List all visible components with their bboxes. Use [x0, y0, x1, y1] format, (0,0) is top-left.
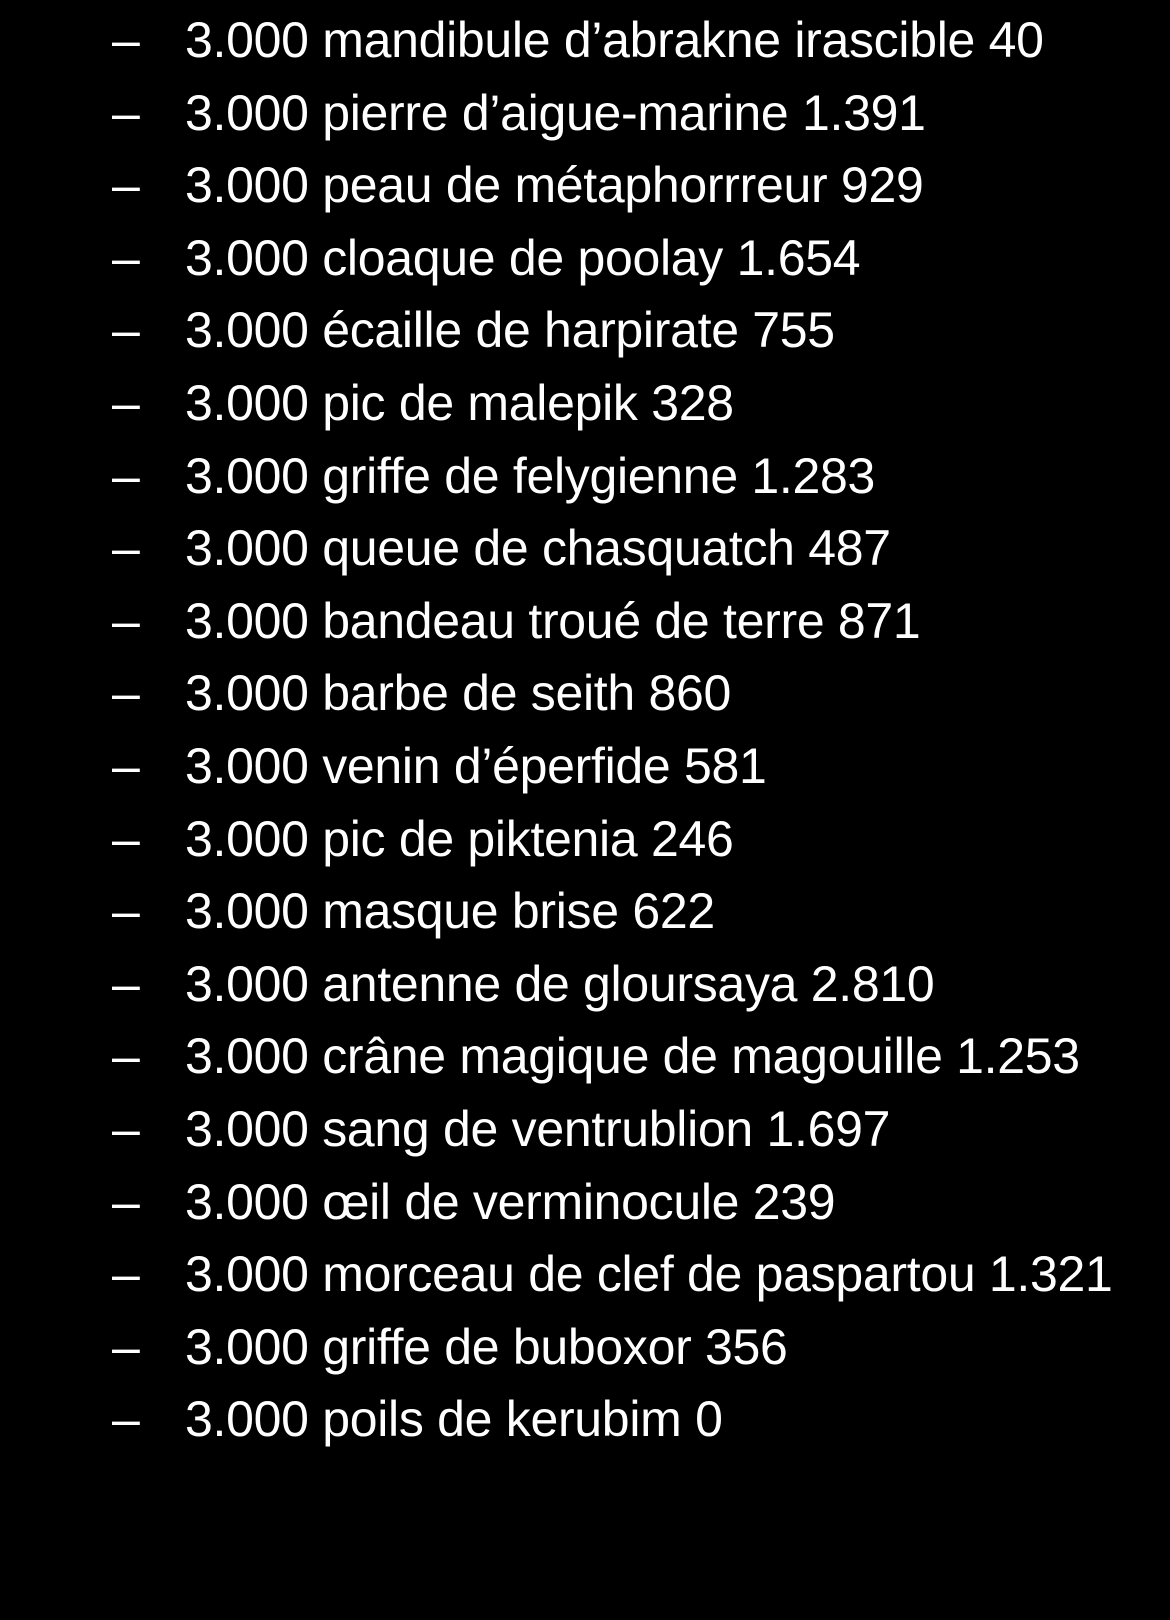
bullet-dash: –: [112, 84, 140, 141]
bullet-dash: –: [112, 1391, 140, 1448]
list-item-text: 3.000 bandeau troué de terre 871: [185, 592, 921, 649]
list-item-text: 3.000 griffe de felygienne 1.283: [185, 447, 876, 504]
bullet-dash: –: [112, 810, 140, 867]
list-item: [0, 657, 1170, 730]
list-item: [0, 1093, 1170, 1166]
list-item-text: 3.000 venin d’éperfide 581: [185, 737, 767, 794]
list-item-text: 3.000 pic de piktenia 246: [185, 810, 734, 867]
list-item: [0, 222, 1170, 295]
bullet-dash: –: [112, 1246, 140, 1303]
list-item: [0, 875, 1170, 948]
list-item: [0, 1311, 1170, 1384]
list-item: [0, 4, 1170, 77]
list-item: [0, 730, 1170, 803]
list-item-text: 3.000 queue de chasquatch 487: [185, 520, 891, 577]
bullet-dash: –: [112, 1318, 140, 1375]
bullet-dash: –: [112, 737, 140, 794]
list-item: [0, 294, 1170, 367]
list-item: [0, 585, 1170, 658]
list-item-text: 3.000 pierre d’aigue-marine 1.391: [185, 84, 926, 141]
item-list: [0, 4, 1170, 1456]
list-item: [0, 1166, 1170, 1239]
bullet-dash: –: [112, 447, 140, 504]
list-item-text: 3.000 crâne magique de magouille 1.253: [185, 1028, 1080, 1085]
list-item-text: 3.000 mandibule d’abrakne irascible 40: [185, 12, 1044, 68]
bullet-dash: –: [112, 157, 140, 214]
list-item-text: 3.000 œil de verminocule 239: [185, 1173, 836, 1230]
bullet-dash: –: [112, 374, 140, 431]
bullet-dash: –: [112, 1173, 140, 1230]
list-item-text: 3.000 écaille de harpirate 755: [185, 302, 835, 359]
list-item-text: 3.000 morceau de clef de paspartou 1.321: [185, 1246, 1113, 1303]
bullet-dash: –: [112, 302, 140, 359]
bullet-dash: –: [112, 883, 140, 940]
list-item-text: 3.000 barbe de seith 860: [185, 665, 732, 722]
list-item: [0, 1238, 1170, 1311]
list-item-text: 3.000 peau de métaphorrreur 929: [185, 157, 924, 214]
list-item: [0, 803, 1170, 876]
bullet-dash: –: [112, 1028, 140, 1085]
bullet-dash: –: [112, 665, 140, 722]
bullet-dash: –: [112, 12, 140, 68]
list-item-text: 3.000 cloaque de poolay 1.654: [185, 229, 861, 286]
list-item-text: 3.000 antenne de gloursaya 2.810: [185, 955, 935, 1012]
list-item: [0, 948, 1170, 1021]
list-item-text: 3.000 masque brise 622: [185, 883, 715, 940]
list-item-text: 3.000 pic de malepik 328: [185, 374, 734, 431]
bullet-dash: –: [112, 955, 140, 1012]
list-item: [0, 77, 1170, 150]
bullet-dash: –: [112, 520, 140, 577]
list-item: [0, 512, 1170, 585]
bullet-dash: –: [112, 229, 140, 286]
list-item: [0, 1383, 1170, 1456]
list-item: [0, 149, 1170, 222]
list-item-text: 3.000 poils de kerubim 0: [185, 1391, 723, 1448]
bullet-dash: –: [112, 1100, 140, 1157]
list-item-text: 3.000 griffe de buboxor 356: [185, 1318, 788, 1375]
list-item-text: 3.000 sang de ventrublion 1.697: [185, 1100, 891, 1157]
list-item: [0, 367, 1170, 440]
list-item: [0, 440, 1170, 513]
bullet-dash: –: [112, 592, 140, 649]
list-item: [0, 1020, 1170, 1093]
